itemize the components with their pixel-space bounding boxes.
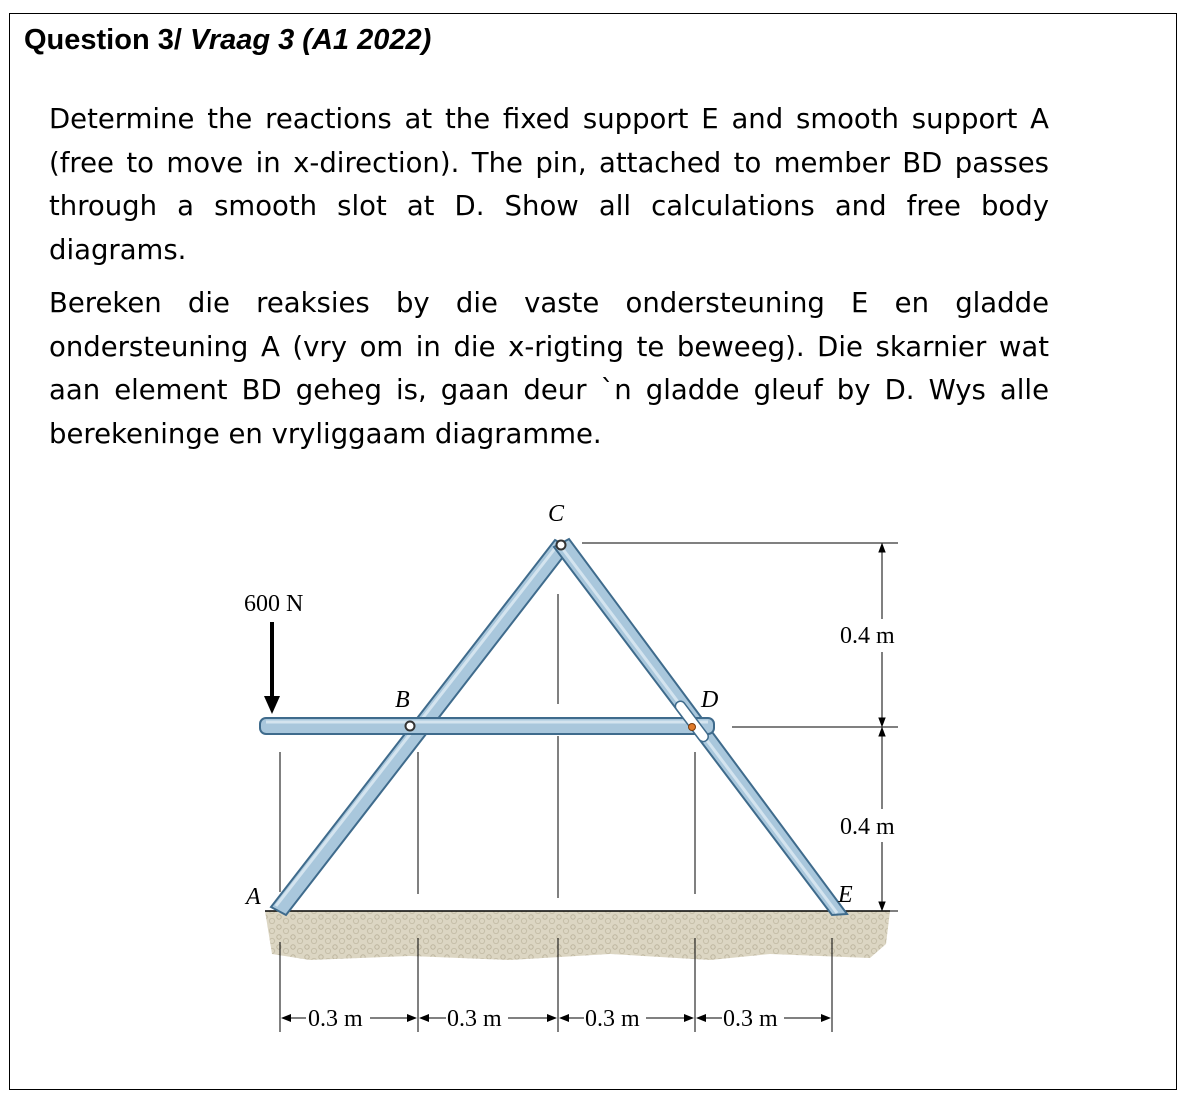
- question-title: Question 3/: [24, 24, 190, 56]
- dim-horizontal-2: 0.3 m: [447, 1006, 502, 1032]
- ground: [265, 911, 890, 960]
- dim-horizontal-3: 0.3 m: [585, 1006, 640, 1032]
- force-label: 600 N: [244, 591, 304, 617]
- label-d: D: [701, 687, 719, 713]
- frame-diagram: [230, 501, 910, 1032]
- question-frame: [9, 13, 1177, 1090]
- label-b: B: [395, 687, 410, 713]
- question-heading: [24, 24, 431, 57]
- instruction-english: Determine the reactions at the fixed support E and smooth support A (free to move in x-direction). The pin, attached to member BD passes through a smooth slot at D. Show all calculations and free body diagrams.: [49, 103, 1049, 266]
- question-title-afrikaans: Vraag 3 (A1 2022): [189, 24, 432, 56]
- member-bd: [260, 718, 714, 734]
- dim-horizontal-1: 0.3 m: [308, 1006, 363, 1032]
- pin-b: [406, 722, 415, 731]
- label-a: A: [246, 884, 261, 910]
- dim-vertical-lower: 0.4 m: [840, 814, 895, 840]
- pin-c: [557, 541, 566, 550]
- dim-horizontal-4: 0.3 m: [723, 1006, 778, 1032]
- label-e: E: [838, 882, 853, 908]
- label-c: C: [548, 501, 565, 527]
- force-arrow: [264, 622, 280, 714]
- dim-vertical-upper: 0.4 m: [840, 623, 895, 649]
- instruction-afrikaans: Bereken die reaksies by die vaste ondersteuning E en gladde ondersteuning A (vry om in die x-rigting te beweeg). Die skarnier wat aan element BD geheg is, gaan deur `n gladde gleuf by D. Wys alle berekeninge en vryliggaam diagramme.: [49, 287, 1049, 450]
